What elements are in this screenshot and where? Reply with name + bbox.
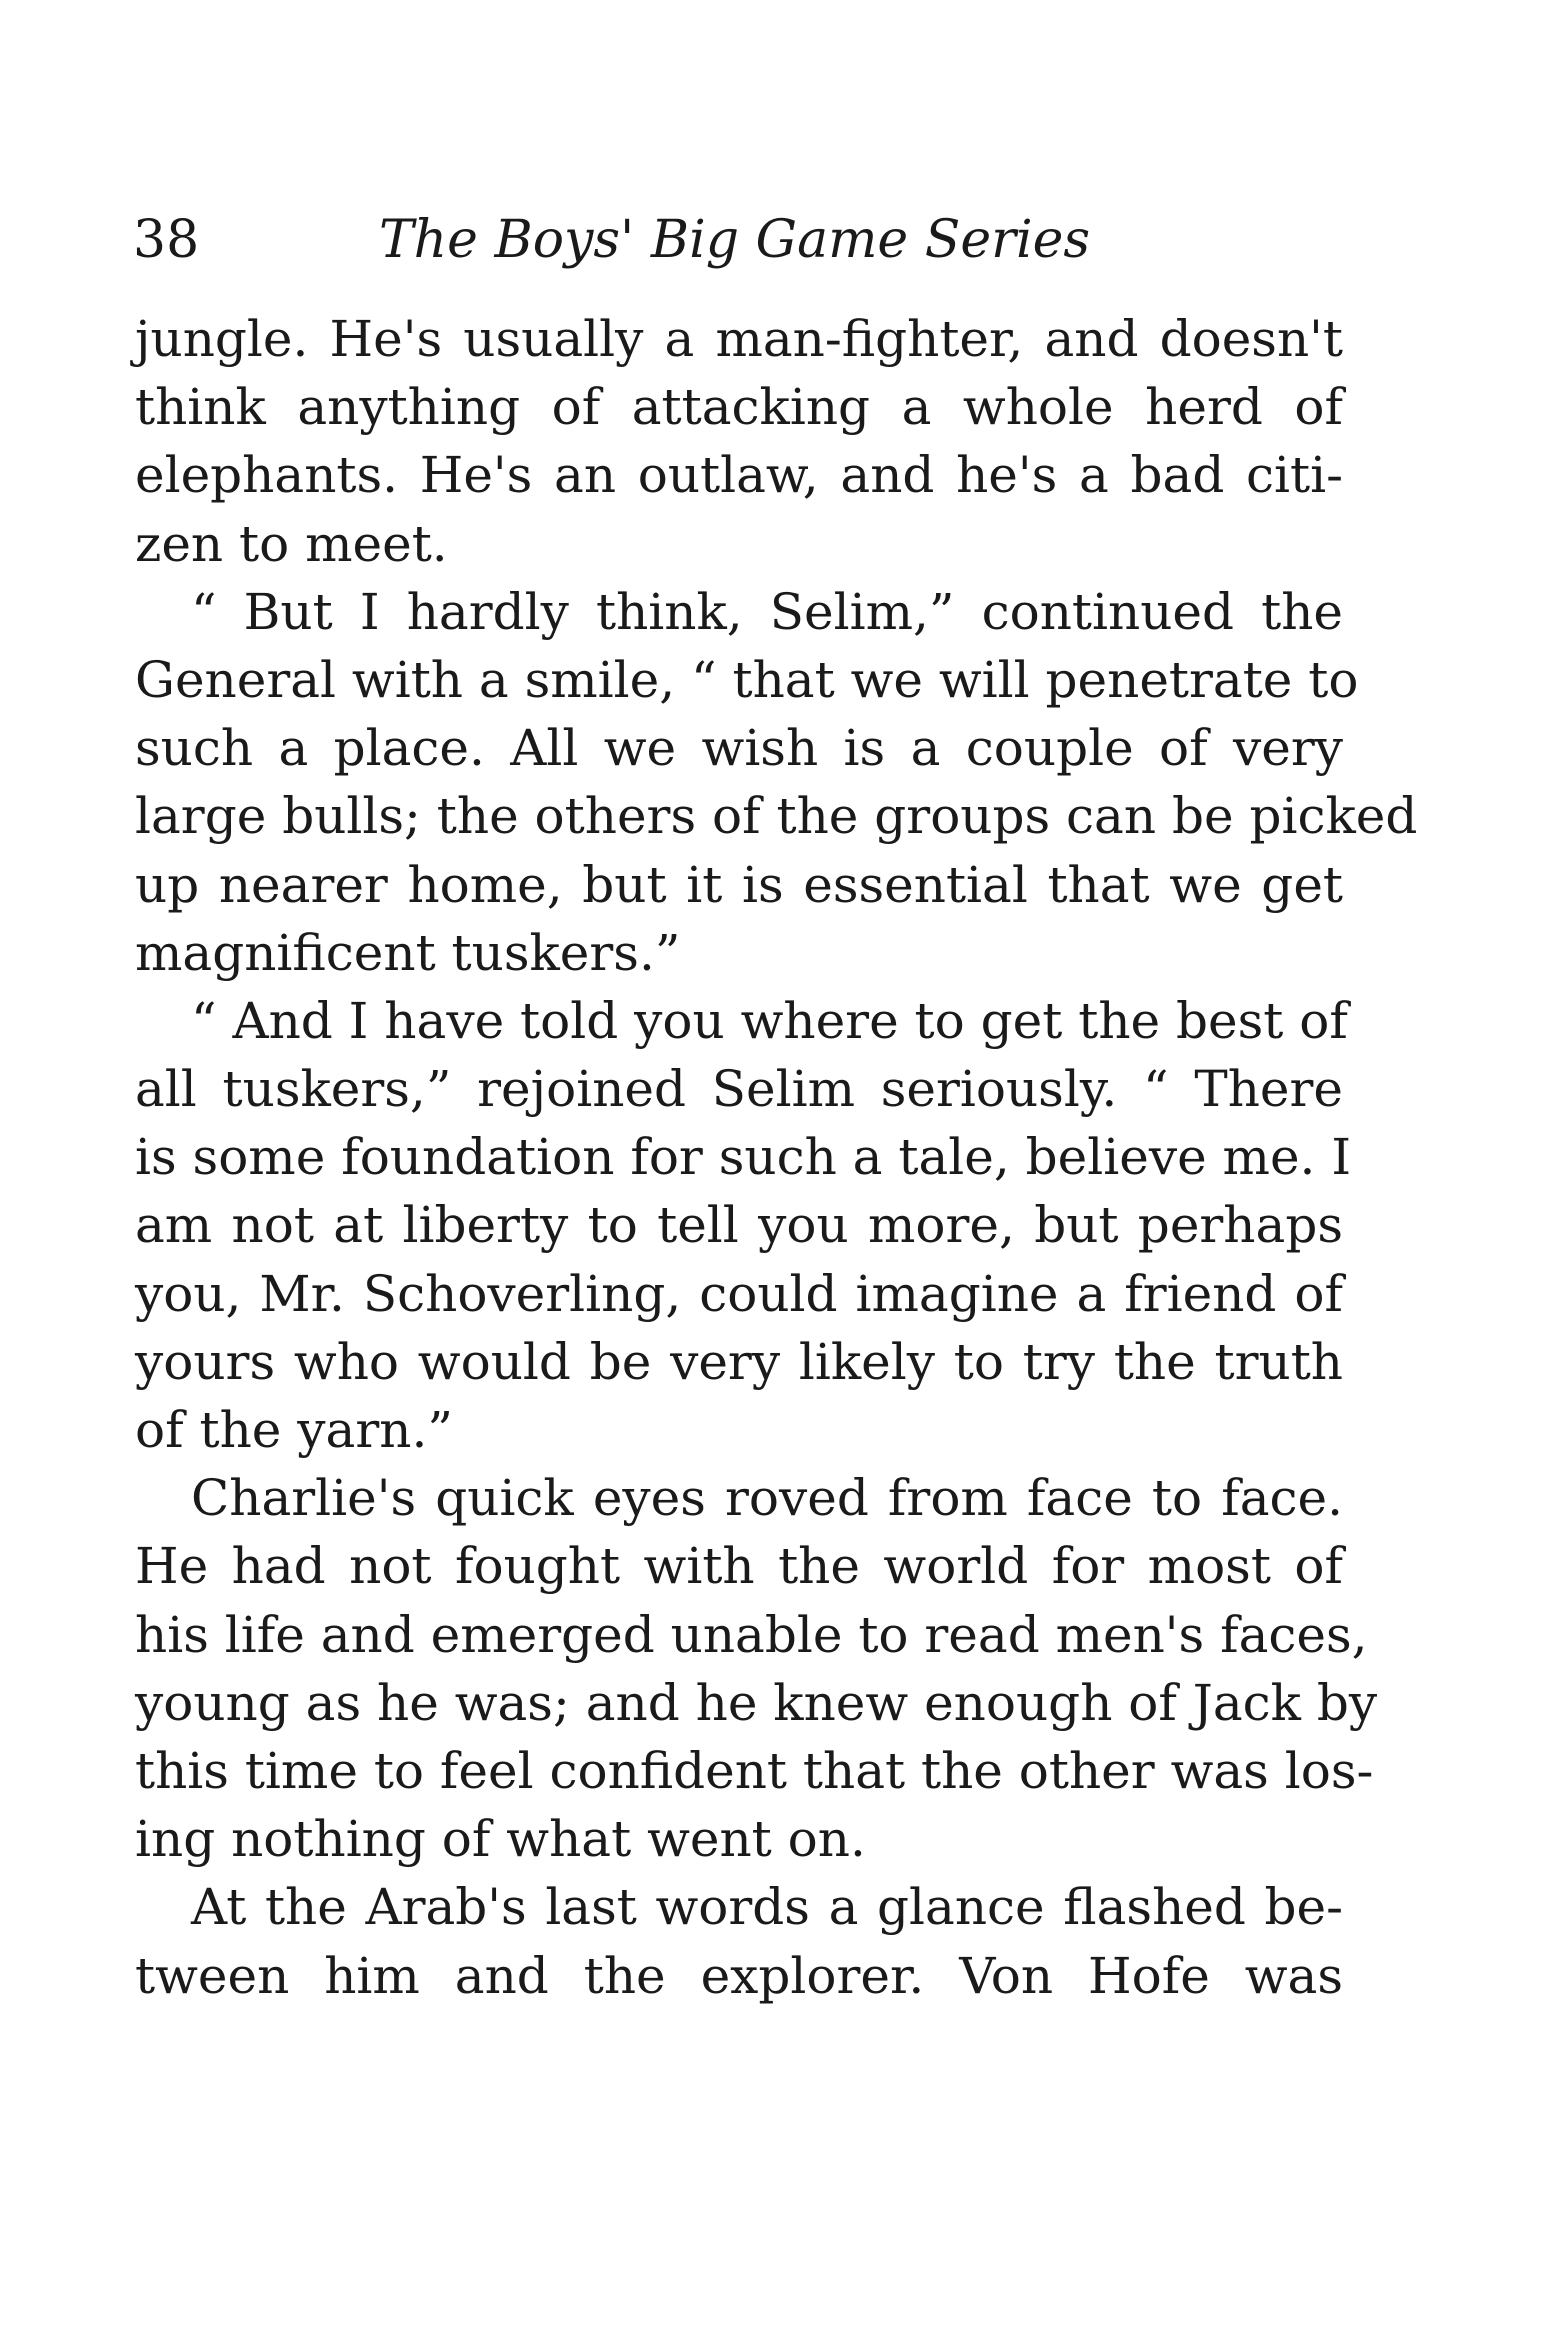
text-line: up nearer home, but it is essential that we get: [135, 855, 1343, 914]
text-line: this time to feel confident that the other was los-: [135, 1741, 1374, 1800]
text-line: am not at liberty to tell you more, but perhaps: [135, 1196, 1343, 1255]
text-line: his life and emerged unable to read men's faces,: [135, 1605, 1368, 1664]
text-line: all tuskers,” rejoined Selim seriously. “ There: [135, 1060, 1343, 1119]
text-line: ing nothing of what went on.: [135, 1810, 866, 1869]
page-number: 38: [133, 210, 200, 270]
text-line: such a place. All we wish is a couple of very: [135, 719, 1343, 778]
running-title: The Boys' Big Game Series: [379, 210, 1091, 270]
text-line: General with a smile, “ that we will penetrate to: [135, 650, 1359, 709]
text-line: Charlie's quick eyes roved from face to face.: [191, 1469, 1343, 1528]
text-line: magnificent tuskers.”: [135, 923, 681, 982]
text-line: At the Arab's last words a glance flashed be-: [191, 1878, 1343, 1937]
text-line: zen to meet.: [135, 514, 448, 573]
text-line: of the yarn.”: [135, 1401, 453, 1459]
text-line: He had not fought with the world for most of: [135, 1537, 1343, 1596]
text-line: “ But I hardly think, Selim,” continued the: [191, 582, 1343, 641]
text-line: think anything of attacking a whole herd of: [135, 378, 1343, 437]
text-line: jungle. He's usually a man-fighter, and doesn't: [135, 310, 1343, 368]
text-line: yours who would be very likely to try the truth: [135, 1332, 1343, 1391]
page-header: [133, 205, 1233, 275]
text-line: tween him and the explorer. Von Hofe was: [135, 1946, 1343, 2005]
text-line: “ And I have told you where to get the best of: [191, 991, 1348, 1050]
text-line: large bulls; the others of the groups can be picked: [135, 787, 1418, 846]
text-line: is some foundation for such a tale, believe me. I: [135, 1128, 1352, 1187]
text-line: elephants. He's an outlaw, and he's a bad citi-: [135, 446, 1343, 505]
text-line: young as he was; and he knew enough of Jack by: [135, 1673, 1378, 1732]
body-text: [135, 305, 1418, 2010]
text-line: you, Mr. Schoverling, could imagine a friend of: [135, 1264, 1343, 1323]
